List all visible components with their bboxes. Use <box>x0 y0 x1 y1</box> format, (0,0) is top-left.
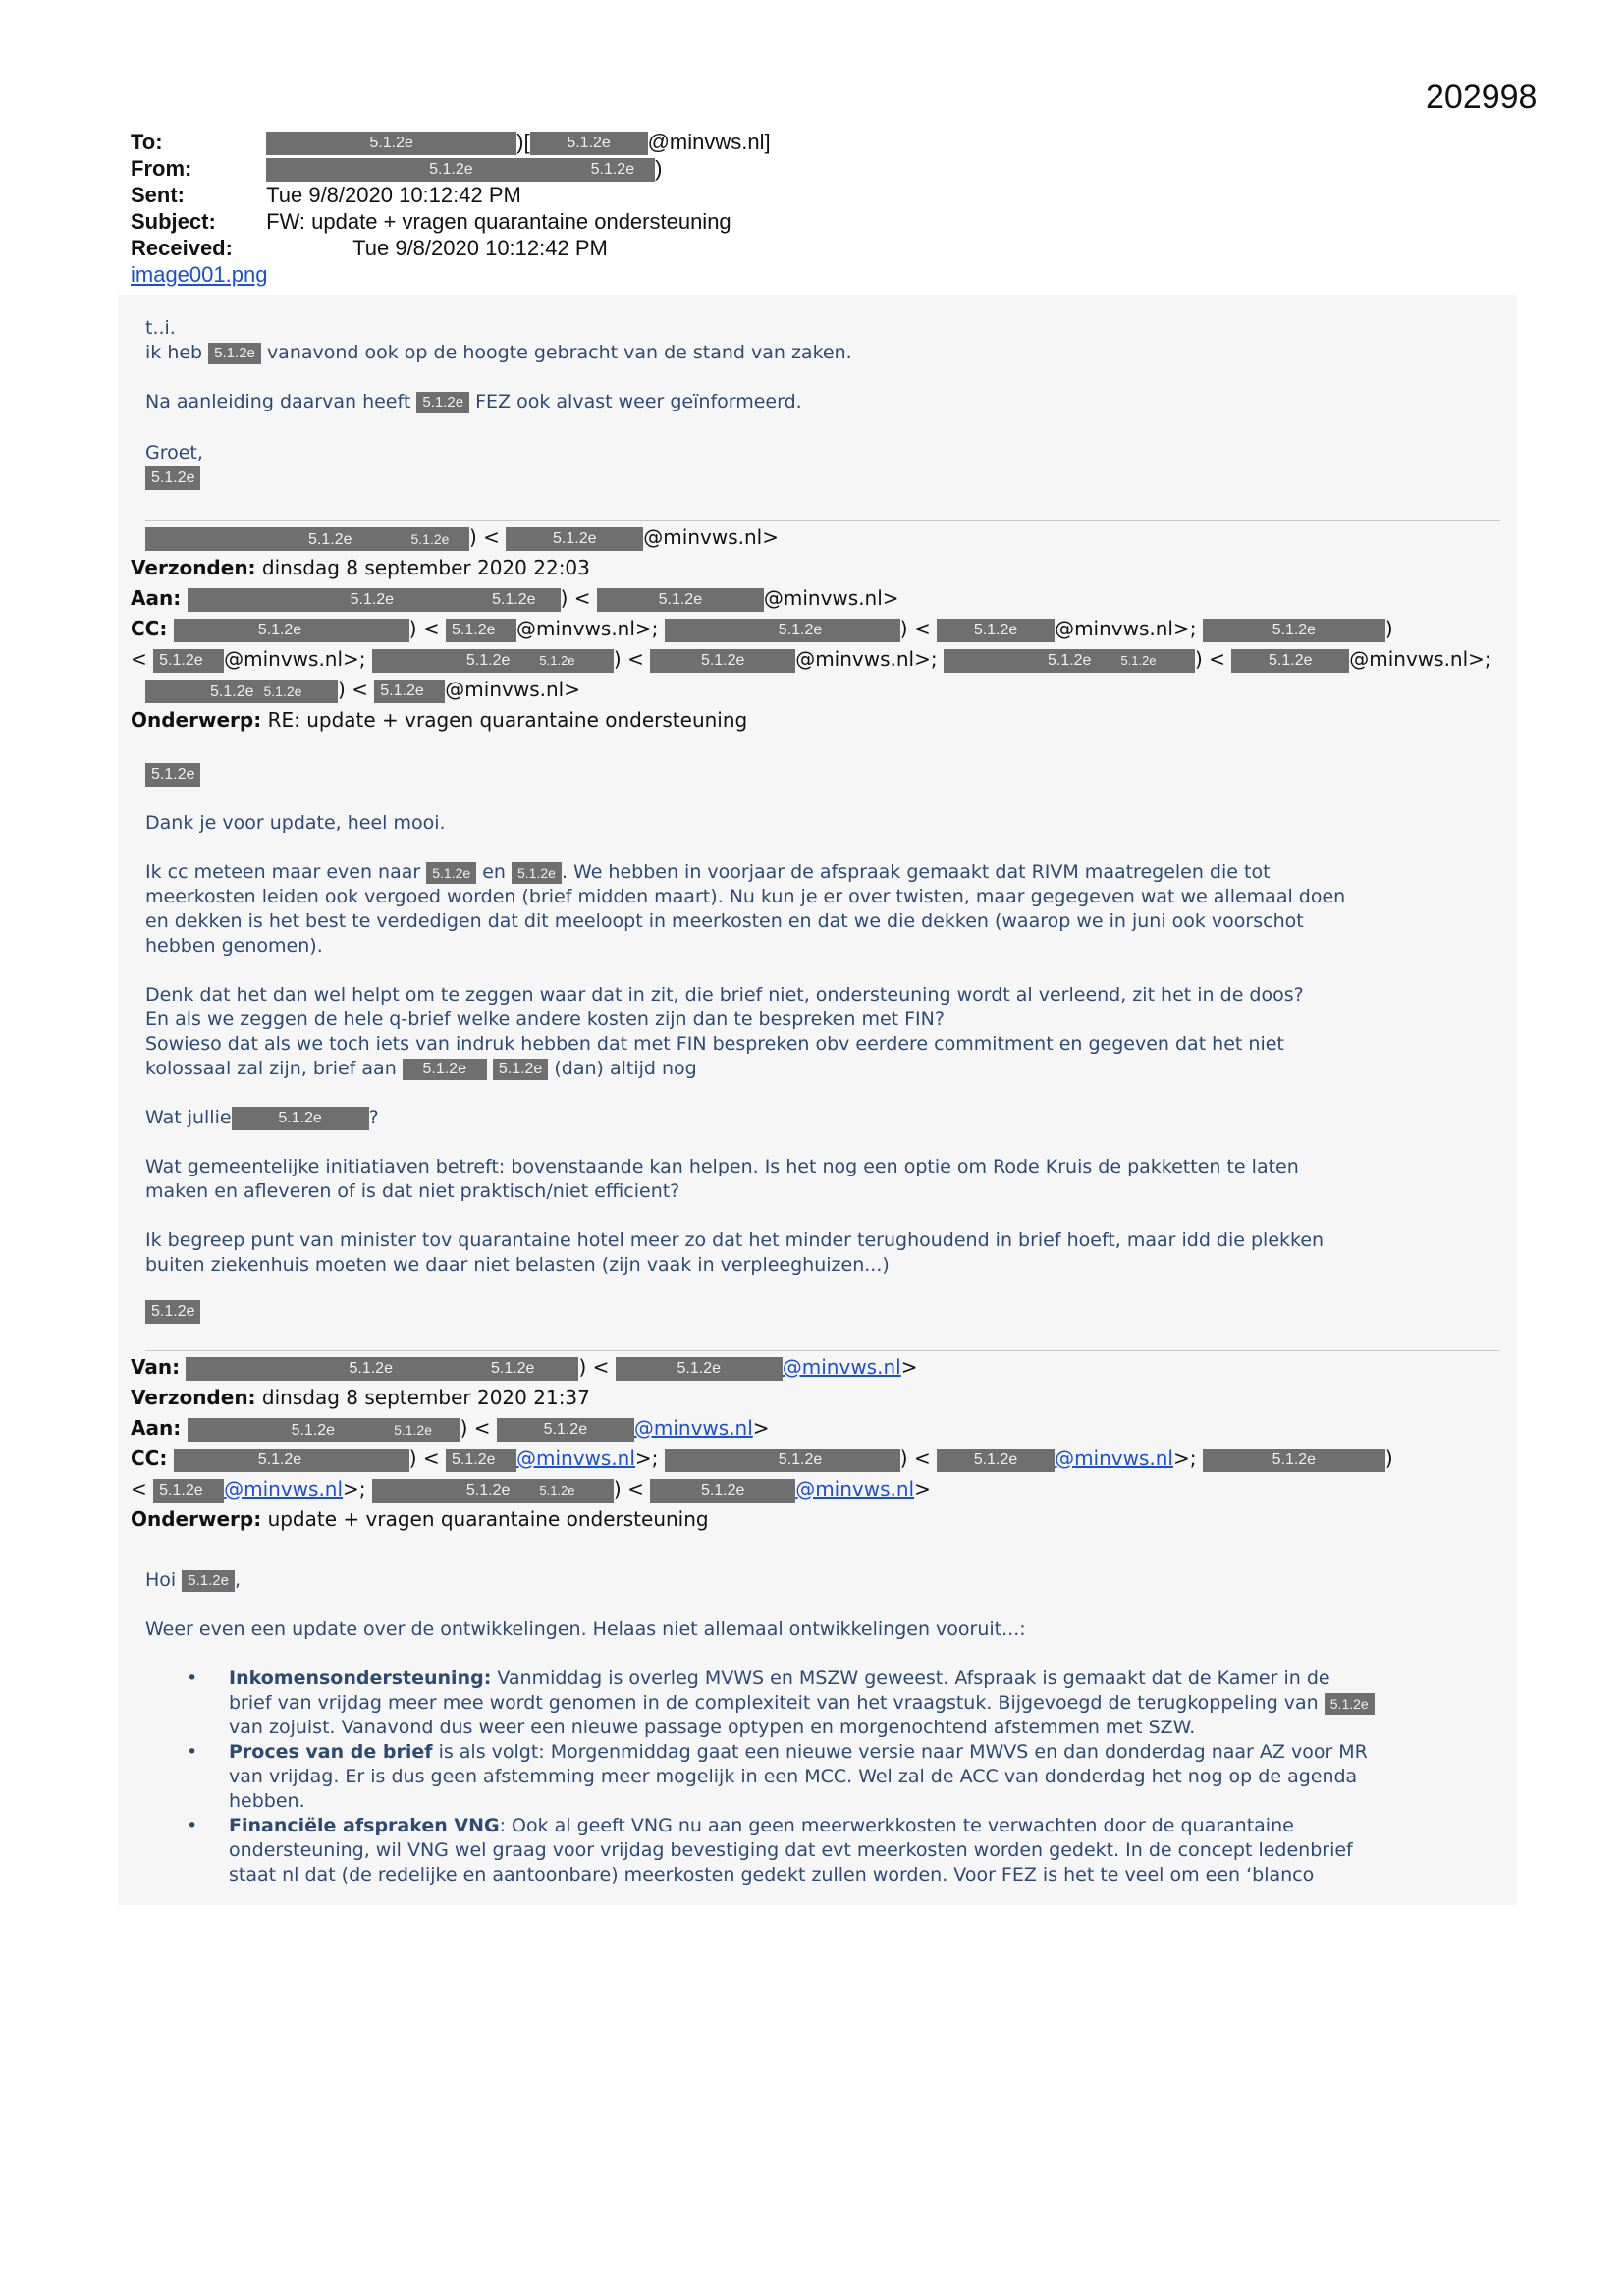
msg1-line3-post: FEZ ook alvast weer geïnformeerd. <box>475 391 802 412</box>
msg2-p1-a: Ik cc meteen maar even naar <box>145 861 421 883</box>
redaction-code: 5.1.2e <box>159 651 203 669</box>
msg2-p5-b: buiten ziekenhuis moeten we daar niet belasten (zijn vaak in verpleeghuizen...) <box>145 1254 890 1276</box>
redaction <box>145 527 469 551</box>
sent-label: Sent: <box>131 183 185 207</box>
bullet-line: ondersteuning, wil VNG wel graag voor vrijdag bevestiging dat evt meerkosten worden gedekt. In de concept ledenbrief <box>229 1839 1353 1861</box>
bullet-dot: • <box>187 1741 198 1763</box>
redaction-code: 5.1.2e <box>539 1482 575 1498</box>
redaction-code: 5.1.2e <box>151 765 195 783</box>
msg3-sent-row <box>131 1383 1505 1413</box>
msg2-p3: Wat jullie <box>145 1107 232 1128</box>
redaction <box>530 132 648 155</box>
msg3-subject-row <box>131 1504 1505 1535</box>
separator <box>145 520 1500 521</box>
msg3-cc-row-2: < 5.1.2e @minvws.nl>; 5.1.2e 5.1.2e ) < 5.1.2e @minvws.nl> <box>131 1477 931 1501</box>
attachment-row <box>131 261 1505 288</box>
redaction <box>497 1418 634 1442</box>
redaction <box>188 588 561 612</box>
msg2-p1-e: hebben genomen). <box>145 935 323 957</box>
msg2-p2-a: Denk dat het dan wel helpt om te zeggen waar dat in zit, die brief niet, ondersteuning wordt al verleend, zit het in de doos? <box>145 984 1304 1006</box>
msg2-from-domain: @minvws.nl> <box>643 525 779 549</box>
subject-value: FW: update + vragen quarantaine ondersteuning <box>266 209 731 234</box>
bullet-title: Inkomensondersteuning: <box>229 1667 492 1689</box>
msg3-subject-value: update + vragen quarantaine ondersteuning <box>267 1507 709 1531</box>
redaction <box>446 1449 516 1472</box>
redaction <box>186 1357 578 1381</box>
redaction-code: 5.1.2e <box>677 1359 721 1377</box>
redaction-code: 5.1.2e <box>369 135 413 152</box>
msg2-cc-domain: @minvws.nl>; <box>224 647 366 671</box>
msg3-cc-email-link[interactable]: @minvws.nl <box>516 1447 635 1470</box>
redaction <box>403 1059 487 1080</box>
msg2-cc-domain: @minvws.nl>; <box>516 617 659 640</box>
redaction-code: 5.1.2e <box>214 344 255 361</box>
bullet-line: : Ook al geeft VNG nu aan geen meerwerkkosten te verwachten door de quarantaine <box>499 1815 1294 1836</box>
bullet-line: staat nl dat (de redelijke en aantoonbare) meerkosten gedekt zullen worden. Voor FEZ is het te veel om een ‘blanco <box>229 1864 1315 1886</box>
msg2-subject-label: Onderwerp: <box>131 708 262 732</box>
redaction-code: 5.1.2e <box>452 1450 496 1468</box>
redaction <box>145 466 200 490</box>
redaction-code: 5.1.2e <box>567 135 611 152</box>
redaction <box>650 649 795 673</box>
redaction-code: 5.1.2e <box>973 1450 1018 1468</box>
message-2-header <box>131 522 1505 736</box>
message-3-header <box>131 1352 1505 1535</box>
message-3-body: Hoi 5.1.2e , Weer even een update over de ontwikkelingen. Helaas niet allemaal ontwikkelingen vooruit...: • Inkomensondersteuning: Vanmiddag is overleg MVWS en MSZW geweest. Afspraak is gemaakt dat de Kamer in de brief van vrijdag meer mee wordt genomen in de complexiteit van het vraagstuk. Bijgevoegd de terugkoppeling van 5.1.2e van zojuist. Vanavond dus weer een nieuwe passage optypen en morgenochtend afstemmen met SZW. • Proces van de brief is als volgt: Morgenmiddag gaat een nieuwe versie naar MWVS en dan donderdag naar AZ voor MR van vrijdag. Er is dus geen afstemming meer mogelijk in een MCC. Wel zal de ACC van donderdag het nog op de agenda hebben. • Financiële afspraken VNG: Ook al geeft VNG nu aan geen meerwerkkosten te verwachten door de quarantaine ondersteuning, wil VNG wel graag voor vrijdag bevestiging dat evt meerkosten worden gedekt. In de concept ledenbrief staat nl dat (de redelijke en aantoonbare) meerkosten gedekt zullen worden. Voor FEZ is het te veel om een ‘blanco <box>145 1568 1500 1887</box>
redaction-code: 5.1.2e <box>422 1060 467 1077</box>
redaction-code: 5.1.2e <box>553 529 597 547</box>
redaction-code: 5.1.2e <box>210 683 254 700</box>
to-domain: @minvws.nl] <box>647 130 771 154</box>
msg2-to-row: Aan: 5.1.2e 5.1.2e ) < 5.1.2e @minvws.nl> <box>131 586 899 610</box>
bullet-line: is als volgt: Morgenmiddag gaat een nieuwe versie naar MWVS en dan donderdag naar AZ voor MR <box>438 1741 1368 1763</box>
redaction-code: 5.1.2e <box>1329 1695 1369 1712</box>
redaction <box>188 1418 460 1442</box>
redaction <box>665 1449 900 1472</box>
redaction-code: 5.1.2e <box>1120 652 1157 668</box>
msg2-p1-d: en dekken is het best te verdedigen dat dit meeloopt in meerkosten en dat we die dekken (waarop we in juni ook voorschot <box>145 910 1304 932</box>
redaction-code: 5.1.2e <box>492 590 536 608</box>
msg2-subject-value: RE: update + vragen quarantaine ondersteuning <box>267 708 748 732</box>
redaction-code: 5.1.2e <box>1272 621 1317 638</box>
redaction <box>374 680 445 703</box>
redaction-code: 5.1.2e <box>517 864 556 881</box>
msg2-cc-label: CC: <box>131 617 168 640</box>
msg3-sent-value: dinsdag 8 september 2020 21:37 <box>261 1386 590 1409</box>
redaction <box>145 680 338 703</box>
redaction <box>446 619 516 642</box>
to-label: To: <box>131 130 163 154</box>
redaction-code: 5.1.2e <box>778 1450 823 1468</box>
msg1-line1: t..i. <box>145 317 176 339</box>
received-value: Tue 9/8/2020 10:12:42 PM <box>352 236 608 260</box>
msg3-greeting: Hoi <box>145 1569 177 1591</box>
message-1-body <box>145 316 1500 490</box>
redaction-code: 5.1.2e <box>465 1481 511 1499</box>
redaction <box>145 763 200 787</box>
redaction-code: 5.1.2e <box>380 682 424 699</box>
redaction-code: 5.1.2e <box>700 651 745 669</box>
msg3-cc-row-1: CC: 5.1.2e ) < 5.1.2e @minvws.nl>; 5.1.2e ) < 5.1.2e @minvws.nl>; 5.1.2e ) <box>131 1447 1393 1470</box>
redaction <box>153 1479 224 1503</box>
redaction <box>266 132 516 155</box>
redaction <box>1203 619 1385 642</box>
redaction <box>512 862 562 884</box>
redaction-code: 5.1.2e <box>349 1359 393 1377</box>
msg2-p2-d: kolossaal zal zijn, brief aan <box>145 1058 397 1079</box>
attachment-link[interactable]: image001.png <box>131 262 268 287</box>
redaction-code: 5.1.2e <box>308 530 352 548</box>
redaction-code: 5.1.2e <box>778 621 823 638</box>
redaction-code: 5.1.2e <box>590 161 635 179</box>
msg2-p2-c: Sowieso dat als we toch iets van indruk hebben dat met FIN bespreken obv eerdere commitment en gegeven dat het niet <box>145 1033 1284 1055</box>
document-number: 202998 <box>1426 79 1538 116</box>
message-2-body <box>145 762 1500 1324</box>
msg2-p4-a: Wat gemeentelijke initiatiaven betreft: bovenstaande kan helpen. Is het nog een optie om Rode Kruis de pakketten te laten <box>145 1156 1299 1177</box>
msg3-cc-label: CC: <box>131 1447 168 1470</box>
bullet-dot: • <box>187 1815 198 1836</box>
redaction <box>665 619 900 642</box>
sent-row <box>131 182 1505 208</box>
msg2-sent-value: dinsdag 8 september 2020 22:03 <box>261 556 590 579</box>
redaction <box>174 619 409 642</box>
msg3-from-email-link[interactable]: @minvws.nl <box>782 1355 901 1379</box>
bullet-item <box>145 1814 1500 1887</box>
msg2-cc-domain: @minvws.nl>; <box>1055 617 1197 640</box>
msg2-cc-row-1: CC: 5.1.2e ) < 5.1.2e @minvws.nl>; 5.1.2e ) < 5.1.2e @minvws.nl>; 5.1.2e ) <box>131 617 1393 640</box>
msg2-p3-end: ? <box>368 1107 379 1128</box>
redaction-code: 5.1.2e <box>291 1421 336 1439</box>
msg1-line2-post: vanavond ook op de hoogte gebracht van de stand van zaken. <box>266 342 852 363</box>
redaction-code: 5.1.2e <box>151 1302 195 1320</box>
received-row <box>131 235 1505 261</box>
redaction <box>937 619 1055 642</box>
msg3-intro: Weer even een update over de ontwikkelingen. Helaas niet allemaal ontwikkelingen vooruit...: <box>145 1618 1026 1640</box>
msg2-p2-e: (dan) altijd nog <box>554 1058 697 1079</box>
redaction-code: 5.1.2e <box>452 621 496 638</box>
msg2-sent-label: Verzonden: <box>131 556 256 579</box>
update-bullet-list <box>145 1667 1500 1887</box>
redaction-code: 5.1.2e <box>151 468 195 486</box>
sent-value: Tue 9/8/2020 10:12:42 PM <box>266 183 521 207</box>
msg2-p2-b: En als we zeggen de hele q-brief welke andere kosten zijn dan te bespreken met FIN? <box>145 1009 945 1030</box>
bullet-line: brief van vrijdag meer mee wordt genomen in de complexiteit van het vraagstuk. Bijgevoegd de terugkoppeling van <box>229 1692 1319 1714</box>
redaction <box>232 1107 369 1130</box>
redaction-code: 5.1.2e <box>263 683 302 699</box>
msg2-p1-c: meerkosten leiden ook vergoed worden (brief midden maart). Nu kun je er over twisten, maar gegegeven wat we allemaal doen <box>145 886 1346 907</box>
msg2-cc-domain: @minvws.nl> <box>445 678 580 701</box>
redaction-code: 5.1.2e <box>350 590 395 608</box>
redaction-code: 5.1.2e <box>1269 651 1313 669</box>
redaction <box>174 1449 409 1472</box>
bullet-line: Vanmiddag is overleg MVWS en MSZW geweest. Afspraak is gemaakt dat de Kamer in de <box>497 1667 1330 1689</box>
msg3-sent-label: Verzonden: <box>131 1386 256 1409</box>
redaction <box>1231 649 1349 673</box>
bullet-dot: • <box>187 1667 198 1689</box>
from-label: From: <box>131 156 192 181</box>
msg3-cc-email-link[interactable]: @minvws.nl <box>795 1477 915 1501</box>
redaction <box>1325 1693 1375 1715</box>
msg1-line2-pre: ik heb <box>145 342 203 363</box>
redaction-code: 5.1.2e <box>465 651 511 669</box>
msg2-cc-row-3: 5.1.2e 5.1.2e ) < 5.1.2e @minvws.nl> <box>131 675 1505 705</box>
bullet-line: hebben. <box>229 1790 305 1812</box>
redaction <box>616 1357 783 1381</box>
redaction-code: 5.1.2e <box>1047 651 1092 669</box>
subject-label: Subject: <box>131 209 216 234</box>
to-row: To: 5.1.2e )[ 5.1.2e @minvws.nl] <box>131 130 771 154</box>
redaction-code: 5.1.2e <box>422 393 464 410</box>
msg1-line3-pre: Na aanleiding daarvan heeft <box>145 391 411 412</box>
redaction-code: 5.1.2e <box>658 590 703 608</box>
redaction-code: 5.1.2e <box>700 1481 745 1499</box>
redaction <box>506 527 643 551</box>
redaction-code: 5.1.2e <box>257 621 302 638</box>
msg2-to-domain: @minvws.nl> <box>763 586 899 610</box>
msg2-p4-b: maken en afleveren of is dat niet praktisch/niet efficient? <box>145 1180 680 1202</box>
bullet-title: Proces van de brief <box>229 1741 433 1763</box>
redaction <box>372 649 614 673</box>
msg2-cc-domain: @minvws.nl>; <box>1349 647 1491 671</box>
redaction-code: 5.1.2e <box>257 1450 302 1468</box>
redaction <box>372 1479 614 1503</box>
redaction-code: 5.1.2e <box>188 1571 229 1589</box>
msg2-cc-domain: @minvws.nl>; <box>795 647 938 671</box>
redaction-code: 5.1.2e <box>490 1359 535 1377</box>
msg3-to-row: Aan: 5.1.2e 5.1.2e ) < 5.1.2e @minvws.nl> <box>131 1416 770 1440</box>
msg2-thanks: Dank je voor update, heel mooi. <box>145 812 446 834</box>
msg2-sent-row <box>131 553 1505 583</box>
msg3-cc-email-link[interactable]: @minvws.nl <box>224 1477 344 1501</box>
redaction <box>182 1570 235 1592</box>
redaction <box>208 343 261 364</box>
redaction <box>416 392 469 413</box>
redaction-code: 5.1.2e <box>159 1481 203 1499</box>
bullet-title: Financiële afspraken VNG <box>229 1815 500 1836</box>
redaction-code: 5.1.2e <box>410 530 450 547</box>
received-label: Received: <box>131 236 233 260</box>
msg2-p1-b: . We hebben in voorjaar de afspraak gemaakt dat RIVM maatregelen die tot <box>561 861 1271 883</box>
msg2-subject-row <box>131 705 1505 736</box>
redaction-code: 5.1.2e <box>432 864 471 881</box>
redaction <box>650 1479 795 1503</box>
msg3-to-label: Aan: <box>131 1416 182 1440</box>
redaction-code: 5.1.2e <box>1272 1450 1317 1468</box>
redaction-code: 5.1.2e <box>278 1109 322 1126</box>
msg2-from-row: 5.1.2e 5.1.2e ) < 5.1.2e @minvws.nl> <box>131 522 1505 553</box>
redaction-code: 5.1.2e <box>539 652 575 668</box>
redaction-code: 5.1.2e <box>498 1060 543 1077</box>
bullet-line: van vrijdag. Er is dus geen afstemming meer mogelijk in een MCC. Wel zal de ACC van donderdag het nog op de agenda <box>229 1766 1358 1787</box>
bullet-item <box>145 1740 1500 1814</box>
outer-email-header <box>131 129 1505 288</box>
separator <box>145 1350 1500 1351</box>
msg3-from-label: Van: <box>131 1355 181 1379</box>
redaction <box>937 1449 1055 1472</box>
msg2-p1-en: en <box>482 861 506 883</box>
msg2-p5-a: Ik begreep punt van minister tov quarantaine hotel meer zo dat het minder terughoudend in brief hoeft, maar idd die plekken <box>145 1230 1325 1251</box>
bullet-item <box>145 1667 1500 1740</box>
msg3-subject-label: Onderwerp: <box>131 1507 262 1531</box>
bullet-line: van zojuist. Vanavond dus weer een nieuwe passage optypen en morgenochtend afstemmen met SZW. <box>229 1717 1196 1738</box>
redaction-code: 5.1.2e <box>543 1420 588 1438</box>
redaction <box>426 862 476 884</box>
msg3-cc-email-link[interactable]: @minvws.nl <box>1055 1447 1173 1470</box>
redaction <box>493 1059 548 1080</box>
from-row: From: 5.1.2e 5.1.2e ) <box>131 156 663 181</box>
redaction-code: 5.1.2e <box>973 621 1018 638</box>
redaction <box>153 649 224 673</box>
redaction <box>1203 1449 1385 1472</box>
redaction <box>145 1300 200 1324</box>
subject-row <box>131 208 1505 235</box>
msg1-closing: Groet, <box>145 442 203 464</box>
redaction <box>266 158 655 182</box>
msg3-to-email-link[interactable]: @minvws.nl <box>633 1416 753 1440</box>
redaction <box>597 588 764 612</box>
redaction <box>944 649 1195 673</box>
redaction-code: 5.1.2e <box>394 1421 432 1438</box>
msg2-cc-row-2: < 5.1.2e @minvws.nl>; 5.1.2e 5.1.2e ) < 5.1.2e @minvws.nl>; 5.1.2e 5.1.2e ) < 5.1.2e @minvws.nl>; <box>131 647 1491 671</box>
msg3-from-row: Van: 5.1.2e 5.1.2e ) < 5.1.2e @minvws.nl> <box>131 1355 918 1379</box>
msg2-to-label: Aan: <box>131 586 182 610</box>
redaction-code: 5.1.2e <box>429 161 473 179</box>
